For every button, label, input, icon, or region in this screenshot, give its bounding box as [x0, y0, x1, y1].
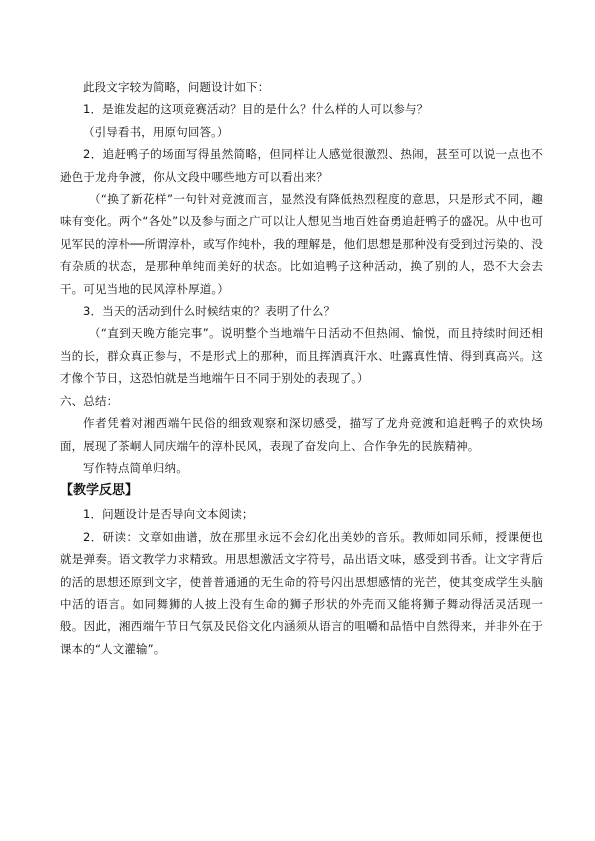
- summary-heading: 六、总结：: [60, 393, 119, 408]
- intro-paragraph: 此段文字较为简略，问题设计如下：: [83, 80, 270, 94]
- question-3: 3．当天的活动到什么时候结束的？表明了什么？: [83, 304, 336, 319]
- question-2-answer: （“换了新花样”一句针对竞渡而言，显然没有降低热烈程度的意思，只是形式不同，趣味有变化。两个“各处”以及参与面之广可以让人想见当地百姓奋勇追赶鸭子的盛况。从中也可见军民的淳朴──所谓淳朴，或写作纯朴，我的理解是，他们思想是那种没有受到过污染的、没有杂质的状态，是那种单纯而美好的状态。比如追鸭子这种活动，换了别的人，恐不大会去干。可见当地的民风淳朴厚道。）: [60, 192, 543, 296]
- summary-text: 作者凭着对湘西端午民俗的细致观察和深切感受，描写了龙舟竞渡和追赶鸭子的欢快场面，展现了茶峒人同庆端午的淳朴民风，表现了奋发向上、合作争先的民族精神。: [60, 416, 543, 453]
- question-2: 2．追赶鸭子的场面写得虽然简略，但同样让人感觉很激烈、热闹，甚至可以说一点也不逊色于龙舟争渡，你从文段中哪些地方可以看出来？: [60, 147, 543, 184]
- question-3-answer: （“直到天晚方能完事”。说明整个当地端午日活动不但热闹、愉悦，而且持续时间还相当的长，群众真正参与，不是形式上的那种，而且挥洒真汗水、吐露真性情、得到真高兴。这才像个节日，这恐怕就是当地端午日不同于别处的表现了。）: [60, 326, 543, 386]
- reflection-heading: 【教学反思】: [60, 483, 139, 499]
- reflection-item-1: 1．问题设计是否导向文本阅读；: [83, 507, 254, 522]
- question-1: 1．是谁发起的这项竞赛活动？目的是什么？什么样的人可以参与？: [83, 102, 429, 117]
- summary-note: 写作特点简单归纳。: [83, 460, 188, 475]
- question-1-note: （引导看书，用原句回答。）: [83, 124, 229, 139]
- reflection-item-2: 2．研读：文章如曲谱，放在那里永远不会幻化出美妙的音乐。教师如同乐师，授课便也就是弹奏。语文教学力求精致。用思想激活文字符号，品出语文味，感受到书香。让文字背后的活的思想还原到文字，使普普通通的无生命的符号闪出思想感情的光芒，使其变成学生头脑中活的语言。如同舞狮的人披上没有生命的狮子形状的外壳而又能将狮子舞动得活灵活现一般。因此，湘西端午节日气氛及民俗文化内涵须从语言的咀嚼和品悟中自然得来，并非外在于课本的“人文灌输”。: [60, 529, 543, 656]
